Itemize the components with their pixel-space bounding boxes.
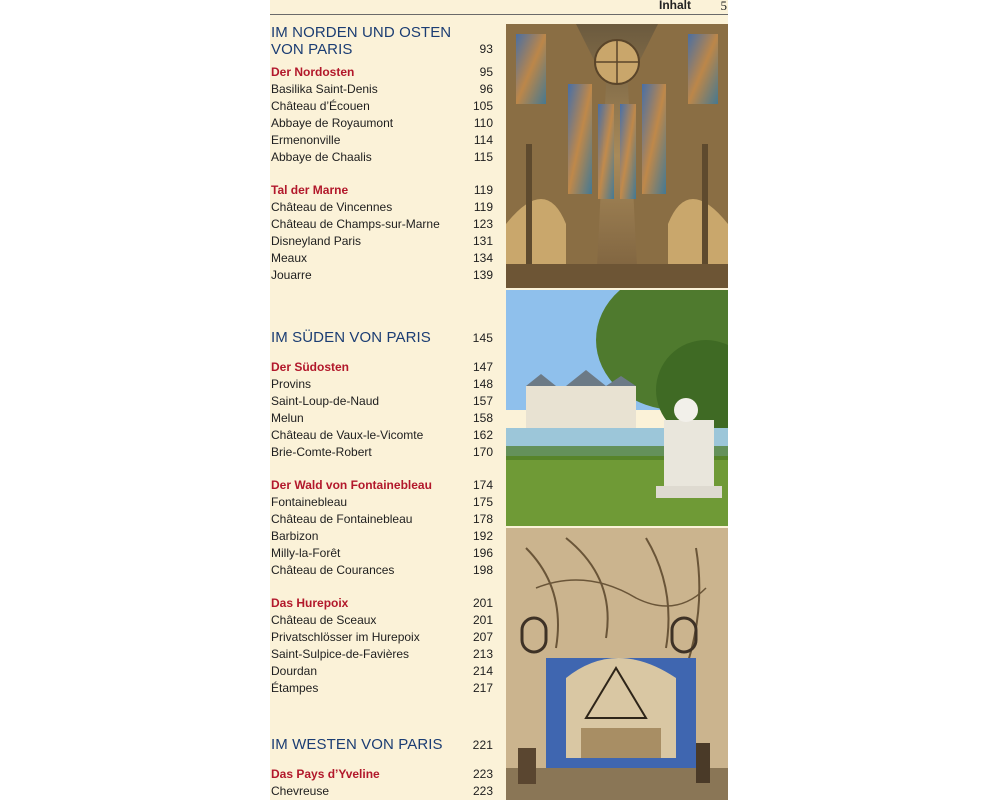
toc-entry-page: 223 [472,784,493,798]
toc-entry-label: Dourdan [271,664,318,678]
group-title-label: Das Pays d’Yveline [271,767,380,781]
toc-entry-page: 158 [472,411,493,425]
group-title[interactable] [271,360,493,377]
toc-entry-label: Milly-la-Forêt [271,546,341,560]
group-title-label: Der Südosten [271,360,350,374]
toc-entry-label: Château de Champs-sur-Marne [271,217,440,231]
section-page-number: 221 [472,738,493,752]
toc-entry-page: 162 [472,428,493,442]
toc-entry-label: Meaux [271,251,308,265]
toc-entry-label: Étampes [271,681,319,695]
group-page-number: 223 [472,767,493,781]
toc-entry-page: 170 [472,445,493,459]
toc-entry-label: Privatschlösser im Hurepoix [271,630,420,644]
toc-entry[interactable] [271,377,493,394]
toc-entry-label: Jouarre [271,268,312,282]
group-page-number: 147 [472,360,493,374]
toc-entry[interactable] [271,563,493,580]
toc-entry-label: Abbaye de Chaalis [271,150,372,164]
toc-entry-page: 196 [472,546,493,560]
toc-entry-label: Château de Vincennes [271,200,393,214]
toc-entry[interactable] [271,234,493,251]
toc-entry-page: 139 [472,268,493,282]
toc-entry[interactable] [271,200,493,217]
section-title-label [271,329,431,346]
group-title-label: Der Wald von Fontainebleau [271,478,432,492]
group-title[interactable] [271,183,493,200]
toc-entry-page: 214 [472,664,493,678]
group-title-label: Tal der Marne [271,183,349,197]
toc-entry[interactable] [271,647,493,664]
toc-entry-page: 192 [472,529,493,543]
group-page-number: 119 [473,183,493,197]
section-title-line: IM WESTEN VON PARIS [271,736,443,753]
toc-entry-label: Château de Fontainebleau [271,512,413,526]
section-title-line: VON PARIS [271,41,353,58]
toc-entry[interactable] [271,428,493,445]
toc-entry-page: 207 [472,630,493,644]
group-title-label: Das Hurepoix [271,596,349,610]
toc-entry-label: Château d’Écouen [271,99,370,113]
section-page-number: 93 [479,42,493,56]
toc-entry[interactable] [271,251,493,268]
cathedral-interior-photo [506,24,728,288]
toc-entry-page: 213 [472,647,493,661]
toc-entry-page: 105 [472,99,493,113]
toc-entry-label: Brie-Comte-Robert [271,445,372,459]
chapel-mural-photo [506,528,728,800]
toc-entry[interactable] [271,546,493,563]
toc-entry[interactable] [271,613,493,630]
group-title[interactable] [271,478,493,495]
toc-entry-page: 134 [472,251,493,265]
book-page [270,0,728,800]
toc-entry[interactable] [271,512,493,529]
table-of-contents [270,0,495,800]
toc-entry-page: 198 [472,563,493,577]
toc-entry-label: Provins [271,377,312,391]
group-title-label: Der Nordosten [271,65,355,79]
toc-entry-page: 110 [473,116,493,130]
toc-entry[interactable] [271,411,493,428]
section-page-number: 145 [472,331,493,345]
group-page-number: 174 [472,478,493,492]
group-title[interactable] [271,767,493,784]
group-page-number: 201 [472,596,493,610]
toc-entry-page: 131 [472,234,493,248]
toc-entry[interactable] [271,664,493,681]
toc-entry[interactable] [271,445,493,462]
toc-entry-page: 148 [472,377,493,391]
toc-entry-label: Disneyland Paris [271,234,362,248]
toc-entry-label: Chevreuse [271,784,330,798]
toc-entry[interactable] [271,394,493,411]
toc-entry-label: Melun [271,411,304,425]
toc-entry-label: Saint-Sulpice-de-Favières [271,647,410,661]
toc-entry-label: Ermenonville [271,133,341,147]
header-page-number: 5 [720,0,727,13]
group-page-number: 95 [479,65,493,79]
toc-entry-page: 157 [472,394,493,408]
toc-entry[interactable] [271,99,493,116]
toc-entry-label: Château de Courances [271,563,395,577]
group-title[interactable] [271,65,493,82]
toc-entry[interactable] [271,529,493,546]
toc-entry-page: 114 [473,133,493,147]
toc-entry-page: 178 [472,512,493,526]
toc-entry[interactable] [271,82,493,99]
toc-entry[interactable] [271,217,493,234]
toc-entry-label: Basilika Saint-Denis [271,82,378,96]
section-title-label [271,24,451,58]
toc-entry[interactable] [271,681,493,698]
section-title-line: IM NORDEN UND OSTEN [271,24,452,41]
toc-entry-label: Saint-Loup-de-Naud [271,394,380,408]
toc-entry[interactable] [271,150,493,167]
chateau-lake-photo [506,290,728,526]
toc-entry-page: 175 [472,495,493,509]
toc-entry[interactable] [271,116,493,133]
toc-entry-page: 115 [473,150,493,164]
toc-entry[interactable] [271,268,493,285]
toc-entry-label: Château de Sceaux [271,613,377,627]
toc-entry-page: 119 [473,200,493,214]
toc-entry[interactable] [271,495,493,512]
toc-entry-label: Abbaye de Royaumont [271,116,394,130]
toc-entry[interactable] [271,630,493,647]
toc-entry-label: Château de Vaux-le-Vicomte [271,428,424,442]
toc-entry-page: 123 [472,217,493,231]
toc-entry-label: Fontainebleau [271,495,348,509]
toc-entry[interactable] [271,133,493,150]
toc-entry-page: 96 [479,82,493,96]
toc-entry[interactable] [271,784,493,800]
toc-entry-page: 201 [472,613,493,627]
section-title-label [271,736,443,753]
header-title: Inhalt [659,0,691,12]
toc-entry-page: 217 [472,681,493,695]
toc-entry-label: Barbizon [271,529,319,543]
group-title[interactable] [271,596,493,613]
section-title-line: IM SÜDEN VON PARIS [271,329,431,346]
